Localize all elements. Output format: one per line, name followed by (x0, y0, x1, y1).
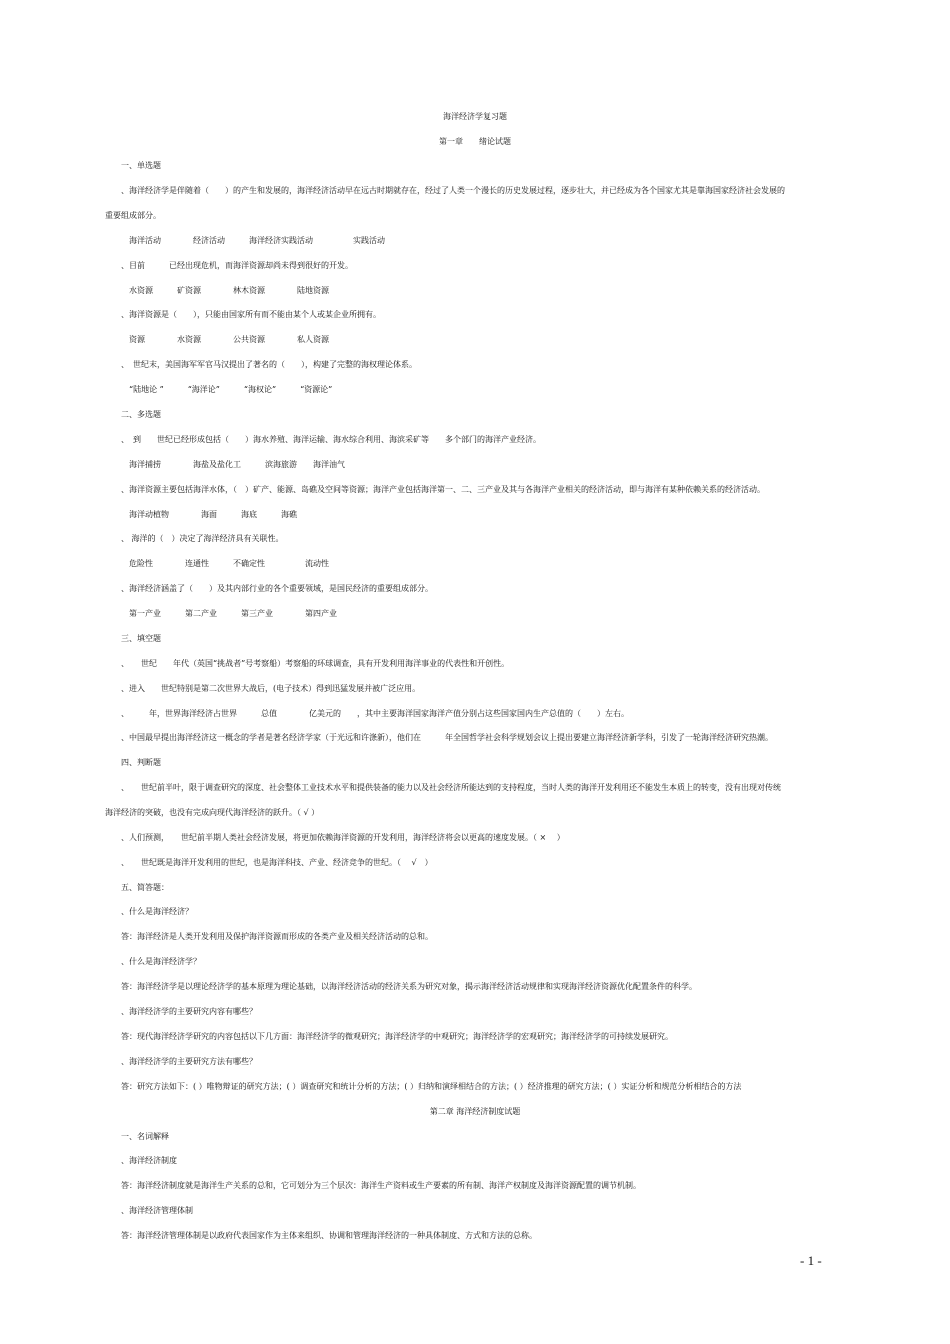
page-number: - 1 - (800, 1253, 822, 1268)
question-options: 危险性 连通性 不确定性 流动性 (129, 559, 329, 568)
answer-text: 答：海洋经济学是以理论经济学的基本原理为理论基础，以海洋经济活动的经济关系为研究对象，揭示海洋经济活动规律和实现海洋经济资源优化配置条件的科学。 (121, 982, 697, 991)
question-text: 、海洋经济学是伴随着（ ）的产生和发展的，海洋经济活动早在远古时期就存在，经过了人类一个漫长的历史发展过程，逐步壮大，并已经成为各个国家尤其是靠海国家经济社会发展的 (121, 186, 785, 195)
answer-text: 答：海洋经济管理体制是以政府代表国家作为主体来组织、协调和管理海洋经济的一种具体制度、方式和方法的总称。 (121, 1231, 537, 1240)
question-text: 、人们预测， 世纪前半期人类社会经济发展，将更加依赖海洋资源的开发利用，海洋经济将会以更高的速度发展。（ × ） (121, 833, 565, 842)
question-text: 、 世纪末，美国海军军官马汉提出了著名的（ ），构建了完整的海权理论体系。 (121, 360, 417, 369)
question-options: 资源 水资源 公共资源 私人资源 (129, 335, 329, 344)
question-text: 、海洋经济学的主要研究内容有哪些？ (121, 1007, 257, 1016)
question-options: “陆地论 ” “海洋论” “海权论” “资源论” (129, 385, 333, 394)
question-text: 、 世纪既是海洋开发利用的世纪，也是海洋科技、产业、经济竞争的世纪。（ √ ） (121, 858, 433, 867)
document-title: 海洋经济学复习题 (443, 112, 507, 121)
section-heading-short-answer: 五、简答题： (121, 883, 169, 892)
question-text: 、 世纪 年代（英国“挑战者”号考察船）考察船的环球调查，具有开发利用海洋事业的代表性和开创性。 (121, 659, 510, 668)
question-text: 、 世纪前半叶，限于调查研究的深度、社会整体工业技术水平和提供装备的能力以及社会经济所能达到的支持程度，当时人类的海洋开发利用还不能发生本质上的转变，没有出现对传统 (121, 783, 781, 792)
question-text: 、海洋经济学的主要研究方法有哪些？ (121, 1057, 257, 1066)
section-heading-definitions: 一、名词解释 (121, 1132, 169, 1141)
question-text: 、海洋资源主要包括海洋水体，（ ）矿产、能源、岛礁及空间等资源；海洋产业包括海洋第一、二、三产业及其与各海洋产业相关的经济活动，即与海洋有某种依赖关系的经济活动。 (121, 485, 765, 494)
answer-text: 答：现代海洋经济学研究的内容包括以下几方面：海洋经济学的微观研究；海洋经济学的中观研究；海洋经济学的宏观研究；海洋经济学的可持续发展研究。 (121, 1032, 673, 1041)
question-text: 、中国最早提出海洋经济这一概念的学者是著名经济学家（于光远和许涤新），他们在 年全国哲学社会科学规划会议上提出要建立海洋经济新学科，引发了一轮海洋经济研究热潮。 (121, 733, 773, 742)
answer-text: 答：海洋经济是人类开发利用及保护海洋资源而形成的各类产业及相关经济活动的总和。 (121, 932, 433, 941)
chapter-2-title: 第二章 海洋经济制度试题 (429, 1107, 521, 1116)
chapter-1-title: 第一章 绪论试题 (439, 137, 511, 146)
section-heading-multiple-choice: 二、多选题 (121, 410, 161, 419)
question-text: 、进入 世纪特别是第二次世界大战后，(电子技术）得到迅猛发展并被广泛应用。 (121, 684, 421, 693)
question-text: 、目前 已经出现危机，而海洋资源却尚未得到很好的开发。 (121, 261, 353, 270)
term-text: 、海洋经济管理体制 (121, 1206, 193, 1215)
question-options: 第一产业 第二产业 第三产业 第四产业 (129, 609, 337, 618)
question-options: 海洋捕捞 海盐及盐化工 滨海旅游 海洋油气 (129, 460, 345, 469)
question-options: 海洋动植物 海面 海底 海礁 (129, 510, 297, 519)
question-text-continued: 海洋经济的突破，也没有完成向现代海洋经济的跃升。（ √ ） (105, 808, 320, 817)
question-options: 水资源 矿资源 林木资源 陆地资源 (129, 286, 329, 295)
question-text: 、 海洋的（ ）决定了海洋经济具有关联性。 (121, 534, 284, 543)
section-heading-fill-in: 三、填空题 (121, 634, 161, 643)
question-text-continued: 重要组成部分。 (105, 211, 161, 220)
section-heading-true-false: 四、判断题 (121, 758, 161, 767)
answer-text: 答：研究方法如下：( ）唯物辩证的研究方法；( ）调查研究和统计分析的方法；( ）归纳和演绎相结合的方法；( ）经济推理的研究方法；( ）实证分析和规范分析相结合的方法 (121, 1082, 742, 1091)
question-options: 海洋活动 经济活动 海洋经济实践活动 实践活动 (129, 236, 385, 245)
question-text: 、 年，世界海洋经济占世界 总值 亿美元的 ，其中主要海洋国家海洋产值分别占这些国家国内生产总值的（ ）左右。 (121, 709, 629, 718)
question-text: 、海洋资源是（ ），只能由国家所有而不能由某个人或某企业所拥有。 (121, 310, 381, 319)
answer-text: 答：海洋经济制度就是海洋生产关系的总和，它可划分为三个层次：海洋生产资料或生产要素的所有制、海洋产权制度及海洋资源配置的调节机制。 (121, 1181, 641, 1190)
question-text: 、什么是海洋经济？ (121, 907, 193, 916)
question-text: 、什么是海洋经济学？ (121, 957, 201, 966)
question-text: 、 到 世纪已经形成包括（ ）海水养殖、海洋运输、海水综合利用、海滨采矿等 多个部门的海洋产业经济。 (121, 435, 541, 444)
section-heading-single-choice: 一、单选题 (121, 161, 161, 170)
term-text: 、海洋经济制度 (121, 1156, 177, 1165)
question-text: 、海洋经济涵盖了（ ）及其内部行业的各个重要领域，是国民经济的重要组成部分。 (121, 584, 433, 593)
